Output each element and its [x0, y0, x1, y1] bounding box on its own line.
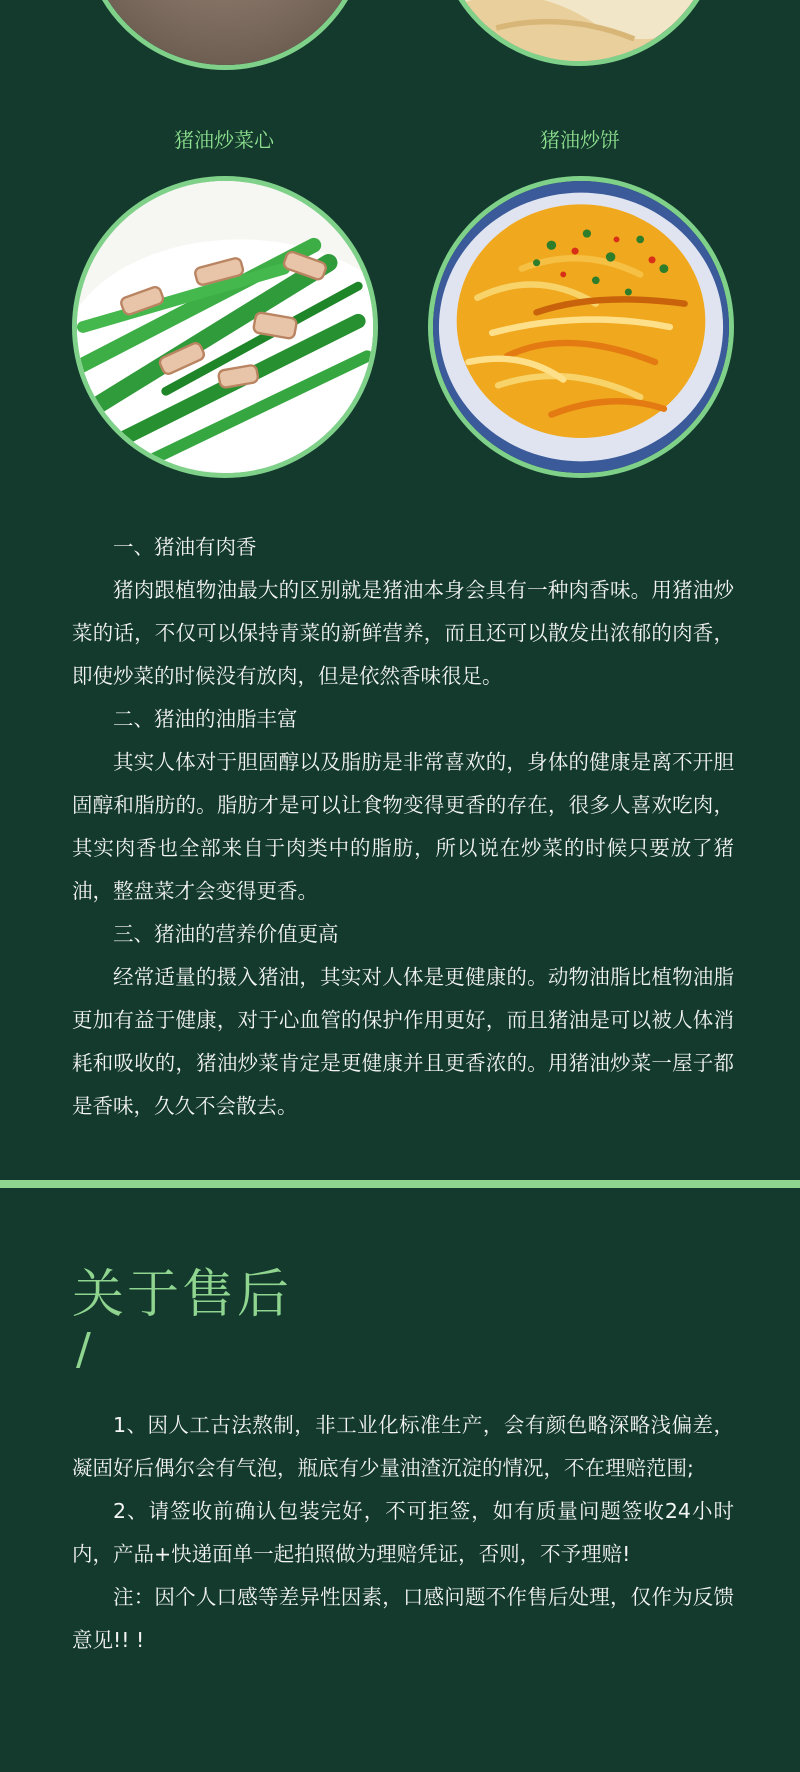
top-dish-photo-left — [82, 0, 368, 70]
dish-caption-left: 猪油炒菜心 — [174, 128, 274, 152]
dish-caption-right: 猪油炒饼 — [540, 128, 620, 152]
section-paragraph-3: 经常适量的摄入猪油，其实对人体是更健康的。动物油脂比植物油脂更加有益于健康，对于心血管的保护作用更好，而且猪油是可以被人体消耗和吸收的，猪油炒菜肯定是更健康并且更香浓的。用猪油炒菜一屋子都是香味，久久不会散去。 — [72, 965, 734, 1118]
section-divider — [0, 1180, 800, 1188]
after-sales-item-1: 1、因人工古法熬制，非工业化标准生产，会有颜色略深略浅偏差，凝固好后偶尔会有气泡，瓶底有少量油渣沉淀的情况，不在理赔范围; — [72, 1413, 734, 1480]
dish-photo-fried-pancake — [428, 176, 734, 478]
section-heading-2: 二、猪油的油脂丰富 — [113, 707, 298, 731]
dish-photo-greens — [72, 176, 378, 478]
after-sales-note: 注：因个人口感等差异性因素，口感问题不作售后处理，仅作为反馈意见!! ! — [72, 1585, 734, 1652]
after-sales-slash: / — [76, 1324, 91, 1375]
section-heading-1: 一、猪油有肉香 — [113, 535, 257, 559]
section-paragraph-2: 其实人体对于胆固醇以及脂肪是非常喜欢的，身体的健康是离不开胆固醇和脂肪的。脂肪才是可以让食物变得更香的存在，很多人喜欢吃肉，其实肉香也全部来自于肉类中的脂肪，所以说在炒菜的时候只要放了猪油，整盘菜才会变得更香。 — [72, 750, 734, 903]
section-heading-3: 三、猪油的营养价值更高 — [113, 922, 339, 946]
article-body — [72, 526, 734, 1128]
after-sales-item-2: 2、请签收前确认包装完好，不可拒签，如有质量问题签收24小时内，产品+快递面单一起拍照做为理赔凭证，否则，不予理赔! — [72, 1499, 734, 1566]
after-sales-body — [72, 1404, 734, 1662]
after-sales-title: 关于售后 — [72, 1265, 293, 1325]
top-dish-photo-right — [436, 0, 722, 66]
section-paragraph-1: 猪肉跟植物油最大的区别就是猪油本身会具有一种肉香味。用猪油炒菜的话，不仅可以保持青菜的新鲜营养，而且还可以散发出浓郁的肉香，即使炒菜的时候没有放肉，但是依然香味很足。 — [72, 578, 734, 688]
